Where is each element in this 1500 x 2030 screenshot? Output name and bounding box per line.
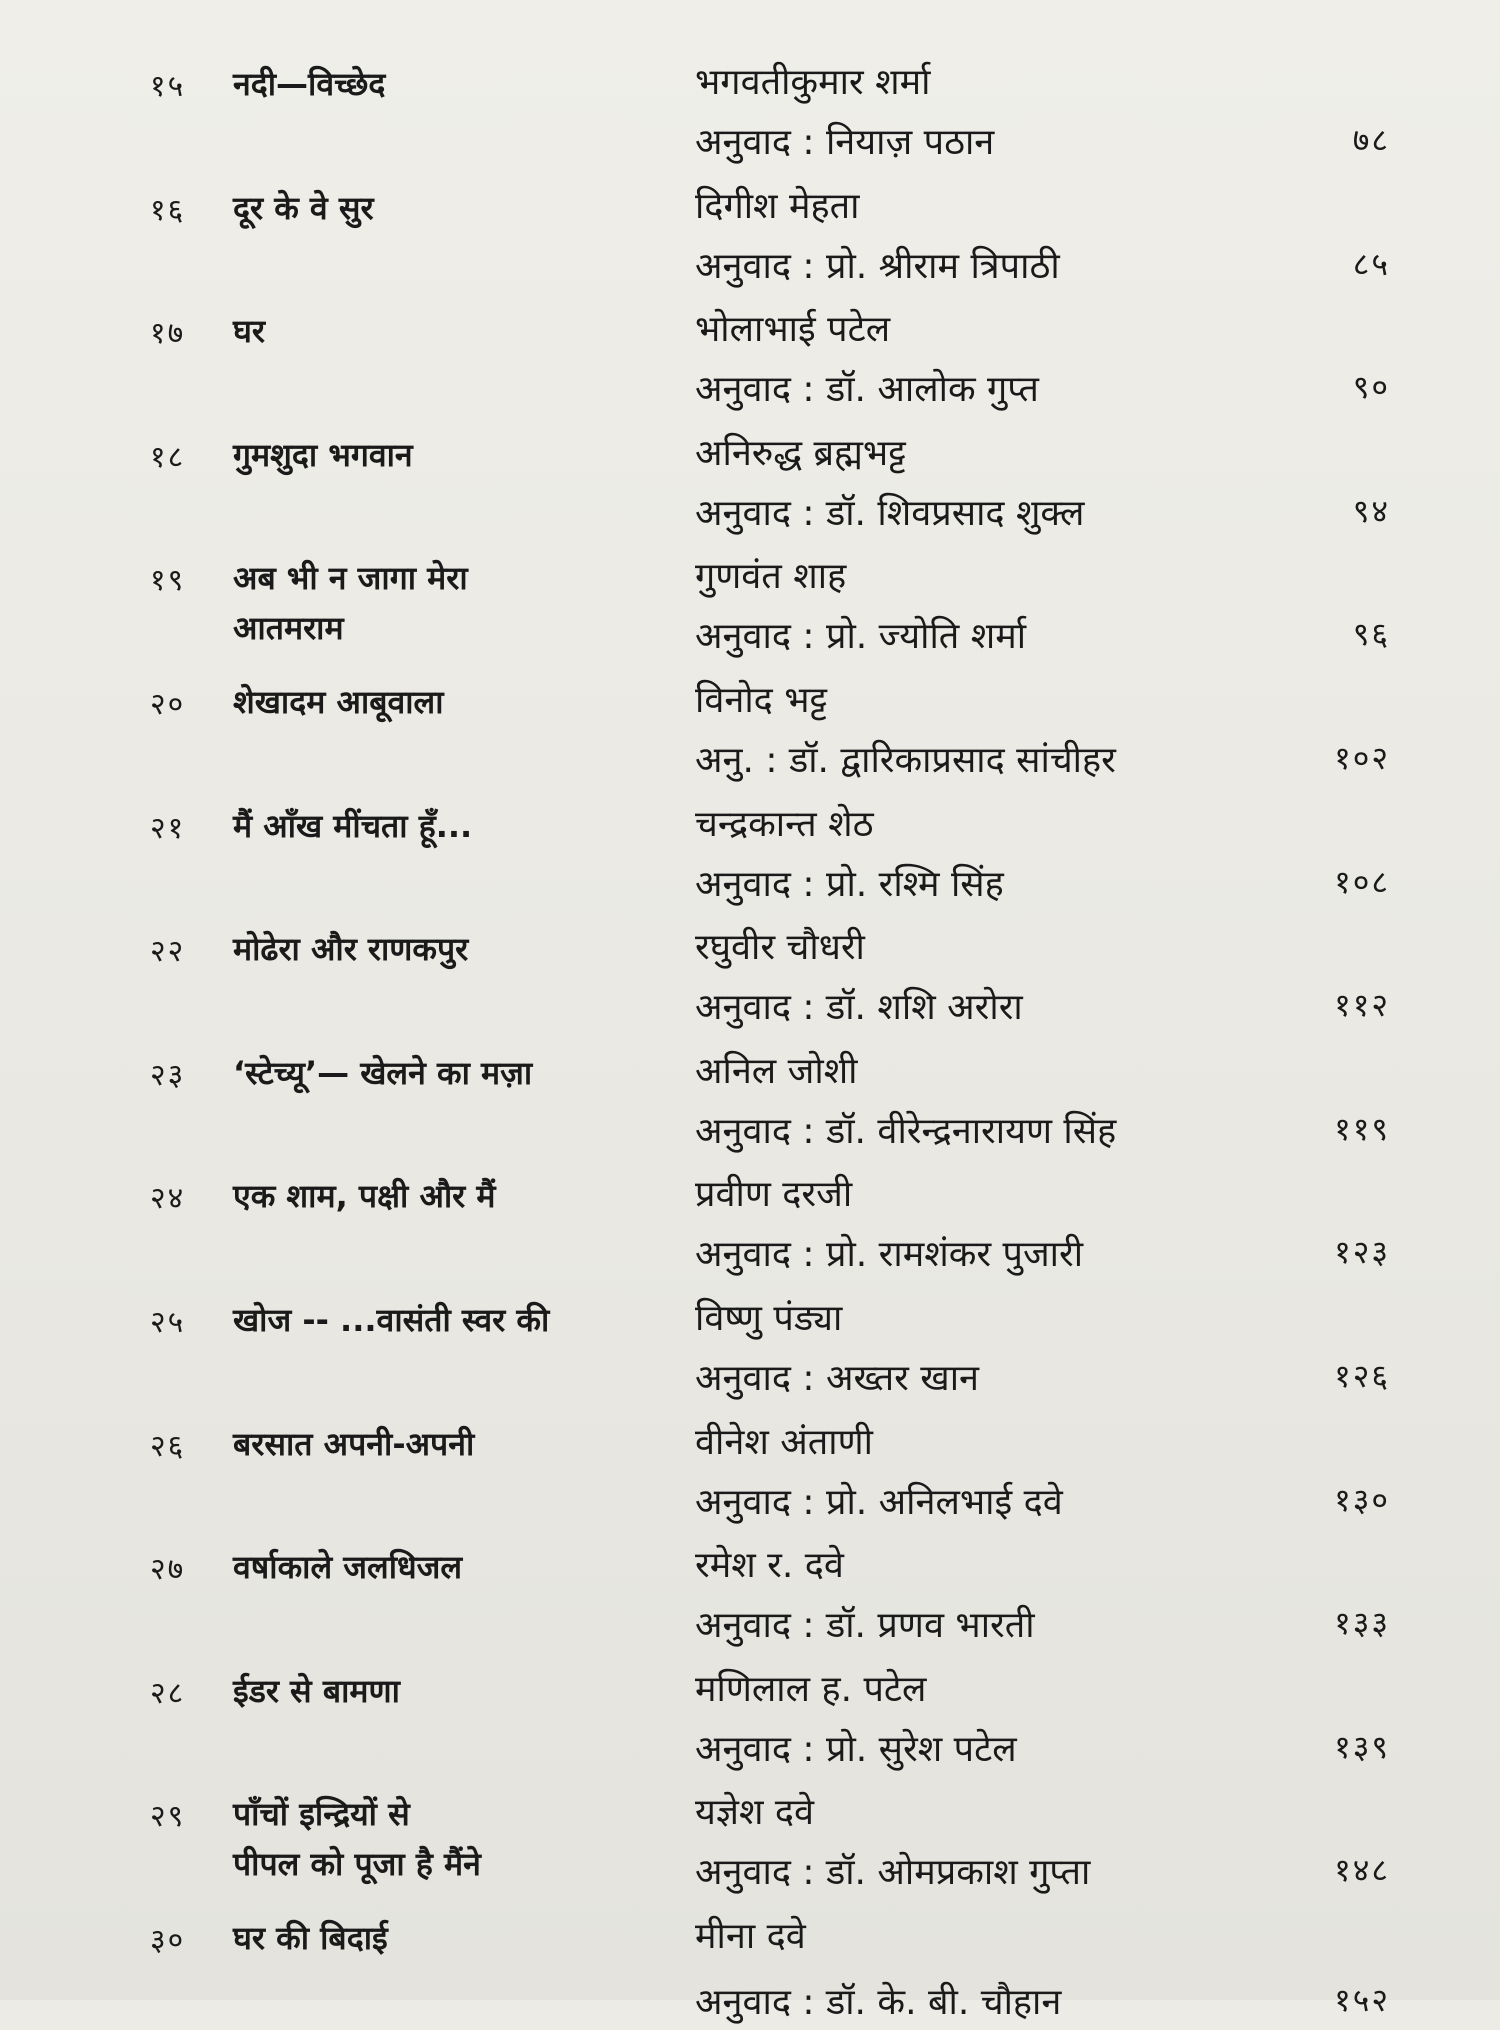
entry-translator: अनुवाद : डॉ. शिवप्रसाद शुक्ल [695,492,1085,534]
toc-entry-17 [150,299,1390,423]
toc-entry-26 [150,1412,1390,1536]
entry-title: पाँचों इन्द्रियों से पीपल को पूजा है मैंने [233,1790,481,1889]
entry-author: प्रवीण दरजी [695,1174,853,1216]
entry-number: १५ [150,69,186,104]
entry-translator: अनुवाद : डॉ. के. बी. चौहान [695,1981,1062,2023]
entry-number: २८ [150,1675,186,1711]
entry-page-number: १३९ [1334,1727,1390,1766]
entry-translator: अनुवाद : डॉ. ओमप्रकाश गुप्ता [695,1852,1091,1894]
entry-author: रमेश र. दवे [695,1545,844,1587]
entry-translator: अनु. : डॉ. द्वारिकाप्रसाद सांचीहर [695,739,1116,781]
entry-title: अब भी न जागा मेरा आतमराम [233,554,468,653]
entry-author: भगवतीकुमार शर्मा [695,62,931,103]
entry-title: ‘स्टेच्यू’— खेलने का मज़ा [233,1053,533,1092]
entry-page-number: १३३ [1334,1604,1390,1643]
entry-number: १८ [150,439,186,475]
entry-title: ईडर से बामणा [233,1671,400,1710]
entry-translator: अनुवाद : प्रो. ज्योति शर्मा [695,616,1027,658]
entry-title: एक शाम, पक्षी और मैं [233,1177,496,1216]
entry-number: २२ [150,934,186,970]
entry-number: २७ [150,1552,186,1588]
entry-number: १९ [150,563,186,599]
entry-page-number: १३० [1334,1480,1390,1519]
entry-title: मैं आँख मींचता हूँ... [233,806,473,845]
entry-author: दिगीश मेहता [695,185,860,227]
entry-page-number: १०८ [1334,862,1390,901]
entry-page-number: १५२ [1334,1980,1390,2019]
entry-number: ३० [150,1922,186,1958]
entry-translator: अनुवाद : प्रो. रामशंकर पुजारी [695,1234,1084,1276]
entry-page-number: ८५ [1352,244,1390,283]
entry-author: मणिलाल ह. पटेल [695,1668,927,1710]
entry-title: घर [233,312,266,351]
entry-translator: अनुवाद : प्रो. अनिलभाई दवे [695,1481,1063,1523]
entry-page-number: ९० [1352,368,1390,407]
entry-number: २५ [150,1304,186,1340]
entry-author: गुणवंत शाह [695,556,847,598]
toc-entry-28 [150,1659,1390,1783]
entry-translator: अनुवाद : डॉ. शशि अरोरा [695,987,1023,1029]
entry-title: नदी—विच्छेद [233,65,386,103]
entry-page-number: १२३ [1334,1233,1390,1272]
entry-title-line2: आतमराम [233,608,344,647]
toc-entry-24 [150,1164,1390,1288]
entry-author: मीना दवे [695,1915,806,1957]
entry-number: २३ [150,1057,186,1093]
entry-author: यज्ञेश दवे [695,1792,815,1834]
entry-title: शेखादम आबूवाला [233,682,444,721]
toc-entry-23 [150,1041,1390,1165]
toc-entry-27 [150,1535,1390,1659]
entry-author: विष्णु पंड्या [695,1297,843,1339]
entry-number: २९ [150,1799,186,1835]
toc-entry-20 [150,670,1390,794]
entry-number: २४ [150,1181,186,1217]
entry-translator: अनुवाद : प्रो. श्रीराम त्रिपाठी [695,245,1060,287]
entry-page-number: ७८ [1352,121,1390,159]
entry-page-number: ११९ [1334,1109,1390,1148]
toc-entry-22 [150,917,1390,1041]
entry-title-line2: पीपल को पूजा है मैंने [233,1844,481,1883]
entry-author: भोलाभाई पटेल [695,309,891,351]
entry-author: अनिल जोशी [695,1050,858,1092]
entry-author: चन्द्रकान्त शेठ [695,803,874,845]
entry-translator: अनुवाद : प्रो. सुरेश पटेल [695,1728,1017,1770]
entry-author: विनोद भट्ट [695,679,828,721]
entry-translator: अनुवाद : डॉ. वीरेन्द्रनारायण सिंह [695,1110,1117,1152]
toc-entry-30 [150,1906,1390,2030]
toc-entry-21 [150,794,1390,918]
entry-number: १६ [150,192,186,228]
entry-title: वर्षाकाले जलधिजल [233,1548,463,1587]
entry-author: वीनेश अंताणी [695,1421,873,1463]
toc-entry-18 [150,423,1390,547]
toc-entry-15 [150,52,1390,176]
entry-number: २० [150,686,186,722]
toc-entry-19 [150,546,1390,670]
entry-title: गुमशुदा भगवान [233,435,413,474]
entry-page-number: ९४ [1352,491,1390,530]
entry-author: रघुवीर चौधरी [695,927,865,969]
entry-translator: अनुवाद : अख्तर खान [695,1357,980,1399]
entry-title: मोढेरा और राणकपुर [233,930,469,969]
entry-translator: अनुवाद : प्रो. रश्मि सिंह [695,863,1004,905]
toc-entry-25 [150,1288,1390,1412]
entry-number: २६ [150,1428,186,1464]
entry-translator: अनुवाद : नियाज़ पठान [695,122,995,163]
toc-entry-16 [150,176,1390,300]
entry-page-number: १४८ [1334,1851,1390,1890]
entry-translator: अनुवाद : डॉ. प्रणव भारती [695,1605,1035,1647]
table-of-contents [150,52,1390,2030]
entry-title: बरसात अपनी-अपनी [233,1424,475,1463]
entry-page-number: १२६ [1334,1356,1390,1395]
entry-page-number: ९६ [1352,615,1390,654]
entry-translator: अनुवाद : डॉ. आलोक गुप्त [695,369,1039,411]
entry-title: खोज -- ...वासंती स्वर की [233,1300,550,1339]
entry-title: दूर के वे सुर [233,188,374,227]
toc-entry-29 [150,1782,1390,1906]
entry-author: अनिरुद्ध ब्रह्मभट्ट [695,432,906,474]
entry-page-number: ११२ [1334,986,1390,1025]
entry-title: घर की बिदाई [233,1918,388,1957]
entry-number: २१ [150,810,186,846]
entry-page-number: १०२ [1334,738,1390,777]
entry-number: १७ [150,316,186,352]
